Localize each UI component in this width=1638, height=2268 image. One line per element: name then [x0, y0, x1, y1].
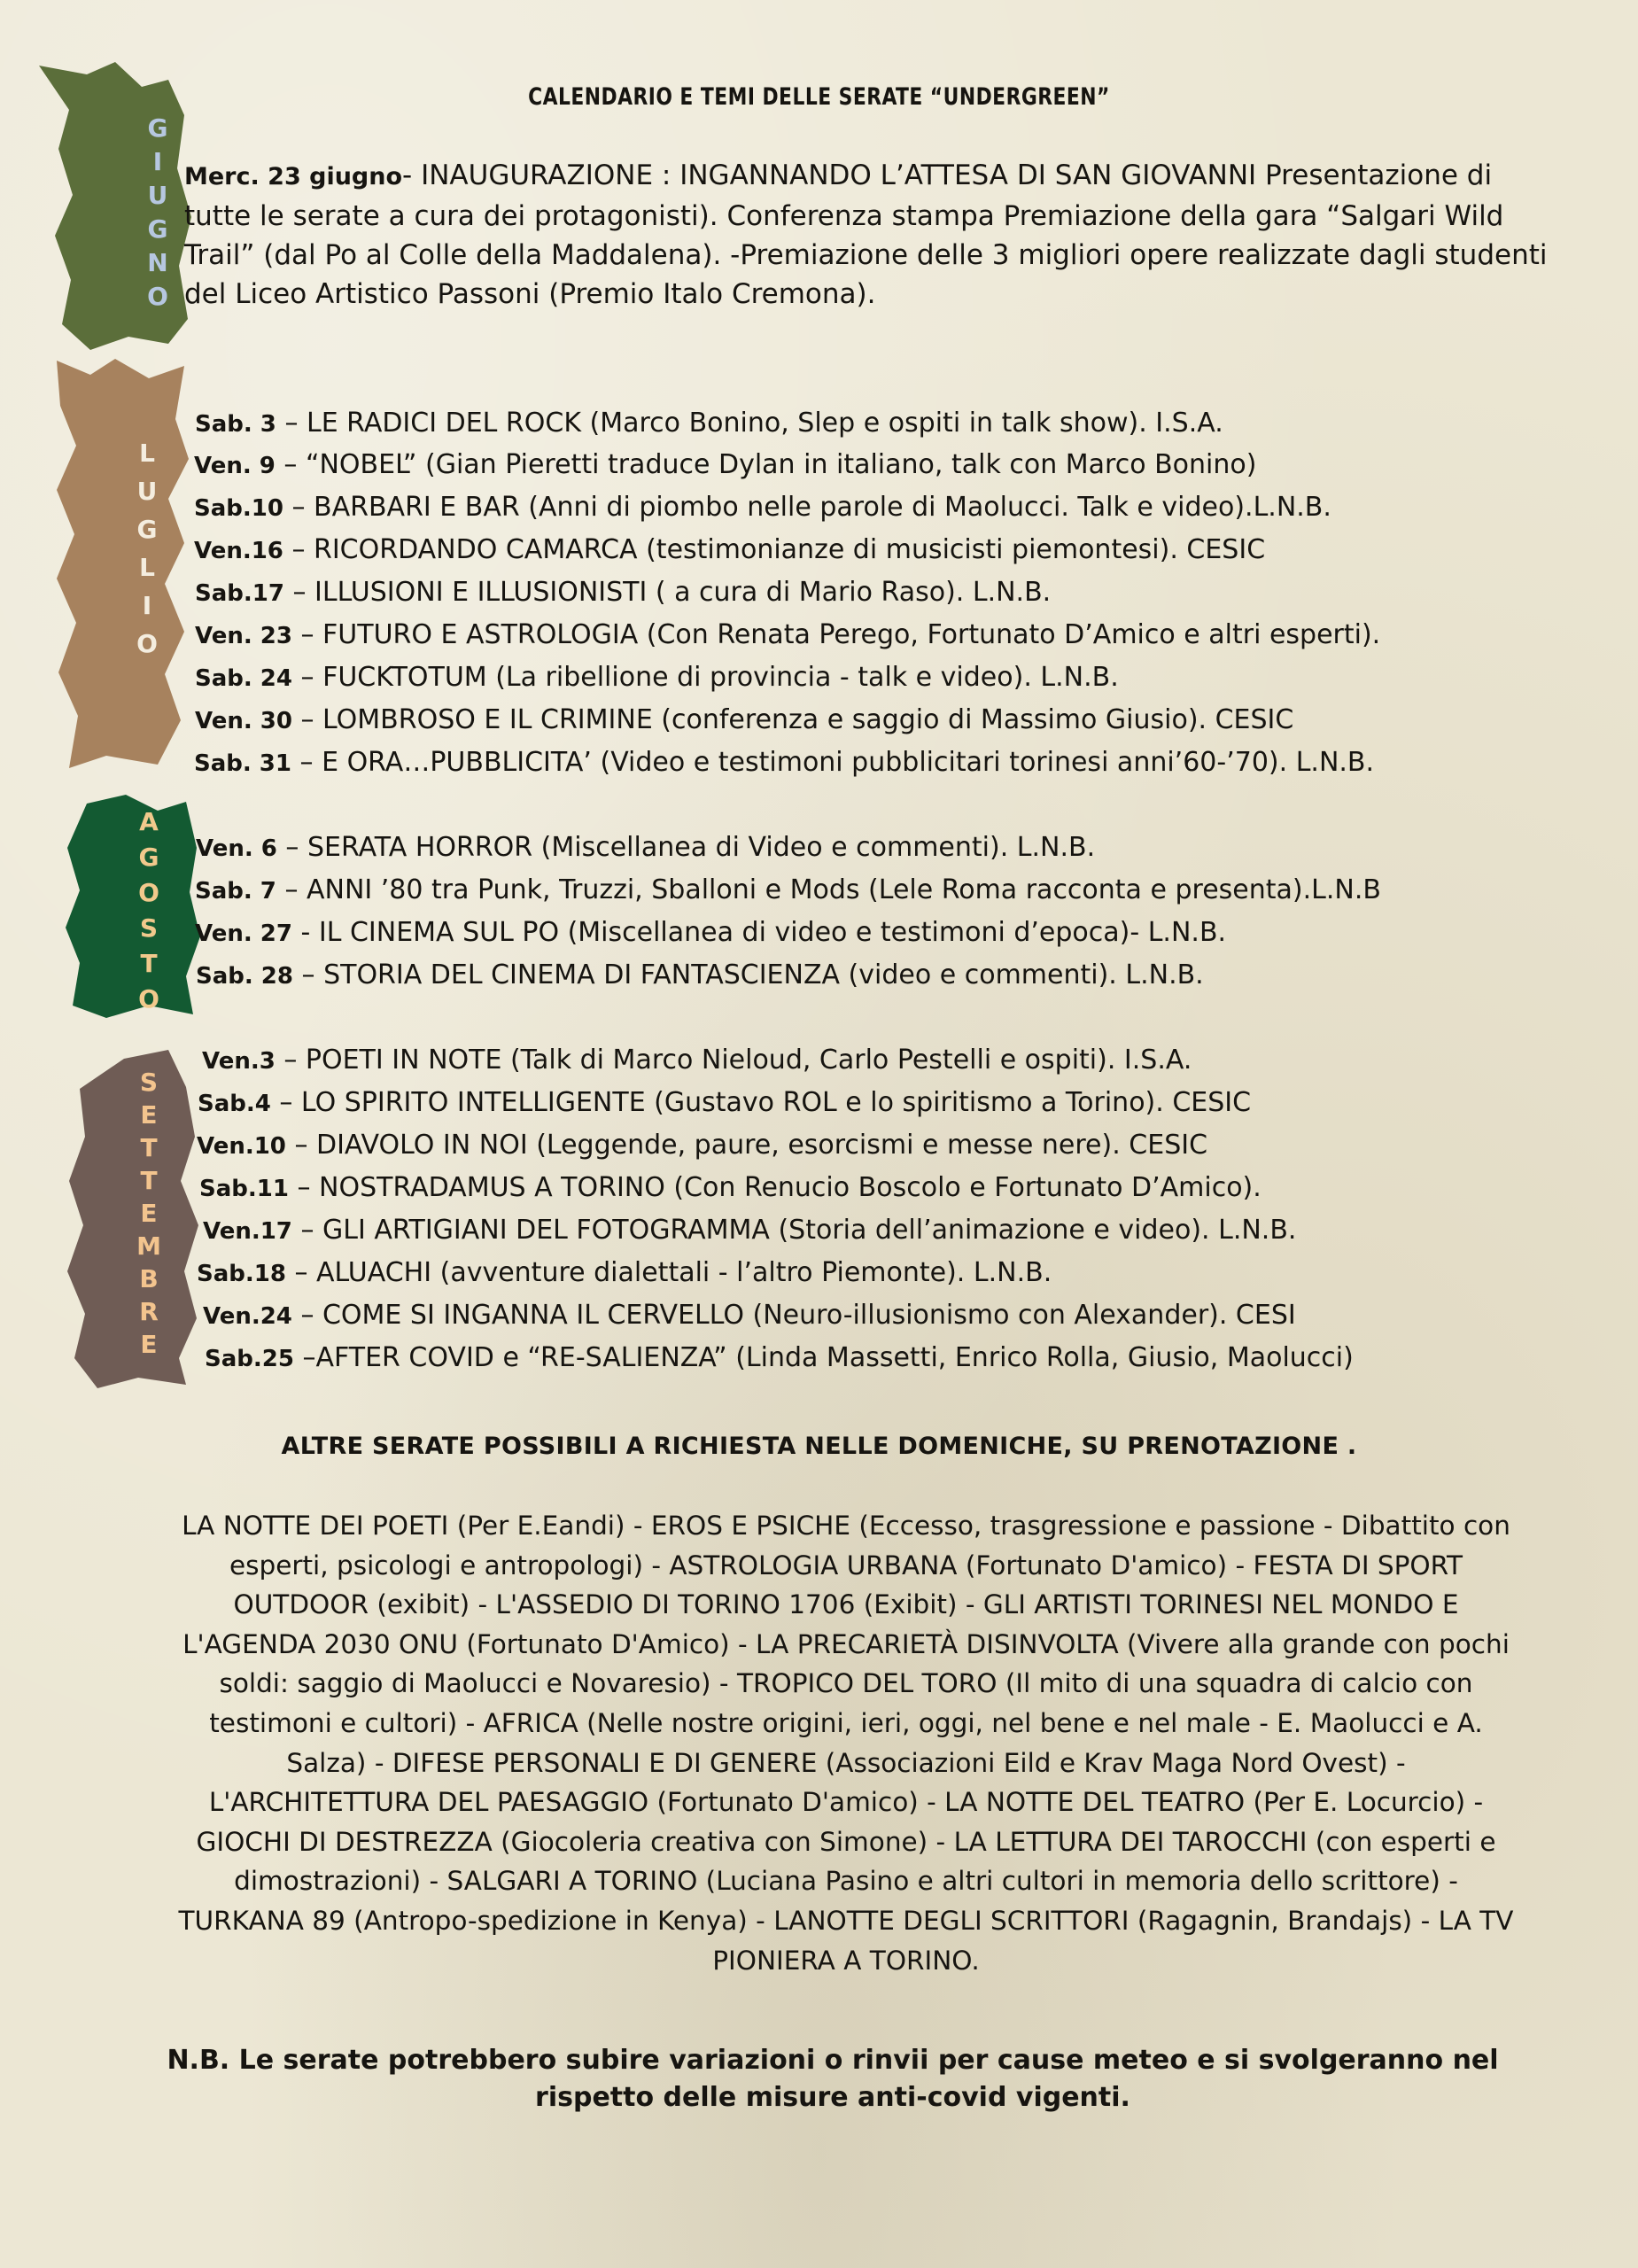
event-row — [195, 703, 1293, 739]
event-date: Ven. 23 — [195, 623, 292, 649]
month-tab-settembre — [62, 1048, 204, 1389]
month-tab-agosto — [60, 795, 202, 1021]
event-date: Sab. 31 — [194, 750, 291, 777]
tab-letters-agosto — [131, 807, 167, 1014]
event-date: Ven.16 — [194, 538, 283, 564]
event-date: Ven. 27 — [195, 920, 292, 947]
other-evenings-list: LA NOTTE DEI POETI (Per E.Eandi) - EROS E PSICHE (Eccesso, trasgressione e passione - Dibattito con esperti, psicologi e antropologi) - ASTROLOGIA URBANA (Fortunato D'amico) - FESTA DI SPORT OUTDOOR (exibit) - L'ASSEDIO DI TORINO 1706 (Exibit) - GLI ARTISTI TORINESI NEL MONDO E L'AGENDA 2030 ONU (Fortunato D'Amico) - LA PRECARIETÀ DISINVOLTA (Vivere alla grande con pochi soldi: saggio di Maolucci e Novaresio) - TROPICO DEL TORO (Il mito di una squadra di calcio con testimoni e cultori) - AFRICA (Nelle nostre origini, ieri, oggi, nel bene e nel male - E. Maolucci e A. Salza) - DIFESE PERSONALI E DI GENERE (Associazioni Eild e Krav Maga Nord Ovest) - L'ARCHITETTURA DEL PAESAGGIO (Fortunato D'amico) - LA NOTTE DEL TEATRO (Per E. Locurcio) - GIOCHI DI DESTREZZA (Giocoleria creativa con Simone) - LA LETTURA DEI TAROCCHI (con esperti e dimostrazioni) - SALGARI A TORINO (Luciana Pasino e altri cultori in memoria dello scrittore) - TURKANA 89 (Antropo-spedizione in Kenya) - LANOTTE DEGLI SCRITTORI (Ragagnin, Brandajs) - LA TV PIONIERA A TORINO. — [178, 1511, 1514, 1976]
month-letter: T — [140, 949, 158, 978]
event-description: – FUTURO E ASTROLOGIA (Con Renata Perego, Fortunato D’Amico e altri esperti). — [291, 619, 1381, 650]
month-letter: L — [139, 553, 155, 582]
event-row — [196, 830, 1095, 866]
event-date: Sab.17 — [195, 580, 284, 607]
event-date: Sab.11 — [199, 1176, 289, 1202]
event-description: – LO SPIRITO INTELLIGENTE (Gustavo ROL e lo spiritismo a Torino). CESIC — [270, 1087, 1252, 1118]
event-description: – POETI IN NOTE (Talk di Marco Nieloud, Carlo Pestelli e ospiti). I.S.A. — [275, 1045, 1192, 1076]
event-date: Sab. 24 — [195, 665, 292, 692]
event-description: – NOSTRADAMUS A TORINO (Con Renucio Boscolo e Fortunato D’Amico). — [288, 1172, 1261, 1203]
event-row — [194, 447, 1256, 484]
event-date: Sab.18 — [197, 1261, 286, 1287]
event-date: Sab.4 — [198, 1091, 271, 1117]
event-date: Ven. 30 — [195, 708, 292, 734]
event-date: Sab. 28 — [196, 963, 293, 990]
event-description: – SERATA HORROR (Miscellanea di Video e commenti). L.N.B. — [276, 832, 1096, 863]
month-letter: I — [142, 591, 152, 620]
event-date: Sab.25 — [205, 1346, 294, 1372]
event-date: Ven. 6 — [196, 835, 277, 862]
event-row — [202, 1043, 1192, 1079]
month-letter: T — [140, 1166, 158, 1195]
event-row — [194, 532, 1265, 569]
event-description: - IL CINEMA SUL PO (Miscellanea di video e testimoni d’epoca)- L.N.B. — [291, 917, 1227, 948]
month-tab-luglio — [51, 357, 193, 773]
event-date: Ven.10 — [197, 1133, 286, 1160]
month-letter: M — [136, 1231, 161, 1261]
event-description: – DIAVOLO IN NOI (Leggende, paure, esorcismi e messe nere). CESIC — [285, 1130, 1208, 1161]
page-title: CALENDARIO E TEMI DELLE SERATE “UNDERGREEN” — [528, 83, 1110, 111]
opening-event — [184, 156, 1566, 314]
event-description: – LE RADICI DEL ROCK (Marco Bonino, Slep e ospiti in talk show). I.S.A. — [276, 408, 1223, 439]
event-date: Sab. 7 — [195, 878, 276, 905]
event-description: – “NOBEL” (Gian Pieretti traduce Dylan in italiano, talk con Marco Bonino) — [275, 449, 1257, 480]
opening-description: - INAUGURAZIONE : INGANNANDO L’ATTESA DI SAN GIOVANNI Presentazione di tutte le serate a cura dei protagonisti). Conferenza stampa Premiazione della gara “Salgari Wild Trail” (dal Po al Colle della Maddalena). -Premiazione delle 3 migliori opere realizzate dagli studenti del Liceo Artistico Passoni (Premio Italo Cremona). — [184, 159, 1548, 310]
other-evenings-heading: ALTRE SERATE POSSIBILI A RICHIESTA NELLE DOMENICHE, SU PRENOTAZIONE . — [281, 1433, 1357, 1460]
event-row — [196, 958, 1204, 994]
event-description: – STORIA DEL CINEMA DI FANTASCIENZA (video e commenti). L.N.B. — [293, 959, 1204, 990]
month-letter: E — [140, 1330, 158, 1359]
month-letter: E — [140, 1199, 158, 1228]
month-letter: N — [147, 248, 168, 277]
tab-letters-luglio — [129, 439, 165, 658]
month-letter: U — [136, 477, 158, 506]
event-description: – COME SI INGANNA IL CERVELLO (Neuro-illusionismo con Alexander). CESI — [291, 1300, 1296, 1331]
event-description: – RICORDANDO CAMARCA (testimonianze di musicisti piemontesi). CESIC — [283, 534, 1266, 565]
month-letter: O — [138, 984, 159, 1014]
event-row — [197, 1128, 1207, 1164]
tab-letters-settembre — [131, 1068, 167, 1359]
event-row — [199, 1170, 1261, 1207]
month-letter: O — [147, 282, 168, 311]
month-letter: O — [136, 629, 158, 658]
event-row — [194, 745, 1374, 781]
month-letter: O — [138, 878, 159, 907]
event-description: – ALUACHI (avventure dialettali - l’altro Piemonte). L.N.B. — [285, 1257, 1052, 1288]
month-letter: L — [139, 439, 155, 468]
month-letter: E — [140, 1100, 158, 1130]
event-date: Ven.3 — [202, 1048, 276, 1075]
event-description: – FUCKTOTUM (La ribellione di provincia - talk e video). L.N.B. — [292, 662, 1119, 693]
month-letter: T — [140, 1133, 158, 1162]
event-description: – E ORA…PUBBLICITA’ (Video e testimoni pubblicitari torinesi anni’60-’70). L.N.B. — [291, 747, 1375, 778]
event-description: –AFTER COVID e “RE-SALIENZA” (Linda Massetti, Enrico Rolla, Giusio, Maolucci) — [293, 1342, 1354, 1373]
event-row — [203, 1213, 1296, 1249]
event-date: Ven.17 — [203, 1218, 292, 1245]
month-letter: G — [138, 843, 159, 872]
month-tab-giugno — [35, 62, 195, 354]
event-description: – LOMBROSO E IL CRIMINE (conferenza e saggio di Massimo Giusio). CESIC — [291, 704, 1294, 735]
month-letter: U — [147, 181, 168, 210]
event-row — [197, 1255, 1052, 1292]
opening-date: Merc. 23 giugno — [184, 163, 403, 190]
tab-letters-giugno — [140, 113, 175, 311]
event-row — [195, 406, 1223, 442]
event-row — [194, 490, 1331, 526]
month-letter: G — [136, 515, 158, 544]
event-date: Sab.10 — [194, 495, 283, 522]
month-letter: G — [147, 113, 168, 143]
month-letter: R — [139, 1297, 159, 1326]
month-letter: G — [147, 214, 168, 244]
event-description: – GLI ARTIGIANI DEL FOTOGRAMMA (Storia dell’animazione e video). L.N.B. — [291, 1215, 1297, 1246]
event-row — [195, 873, 1381, 909]
event-row — [198, 1085, 1251, 1122]
event-row — [195, 915, 1226, 951]
tab-shape-luglio — [51, 357, 193, 773]
event-date: Ven. 9 — [194, 453, 276, 479]
event-row — [195, 617, 1380, 654]
event-row — [195, 660, 1119, 696]
month-letter: I — [152, 147, 163, 176]
event-row — [205, 1340, 1354, 1377]
event-description: – ILLUSIONI E ILLUSIONISTI ( a cura di Mario Raso). L.N.B. — [283, 577, 1052, 608]
month-letter: B — [139, 1264, 159, 1293]
event-date: Ven.24 — [203, 1303, 292, 1330]
event-description: – ANNI ’80 tra Punk, Truzzi, Sballoni e Mods (Lele Roma racconta e presenta).L.N.B — [276, 874, 1381, 905]
month-letter: S — [139, 1068, 159, 1097]
disclaimer-note: N.B. Le serate potrebbero subire variazioni o rinvii per cause meteo e si svolgeranno nel rispetto delle misure anti-covid vigenti. — [167, 2045, 1499, 2113]
event-description: – BARBARI E BAR (Anni di piombo nelle parole di Maolucci. Talk e video).L.N.B. — [283, 492, 1331, 523]
event-date: Sab. 3 — [195, 411, 276, 438]
month-letter: A — [139, 807, 159, 836]
month-letter: S — [139, 913, 159, 943]
event-row — [203, 1298, 1296, 1334]
event-row — [195, 575, 1051, 611]
